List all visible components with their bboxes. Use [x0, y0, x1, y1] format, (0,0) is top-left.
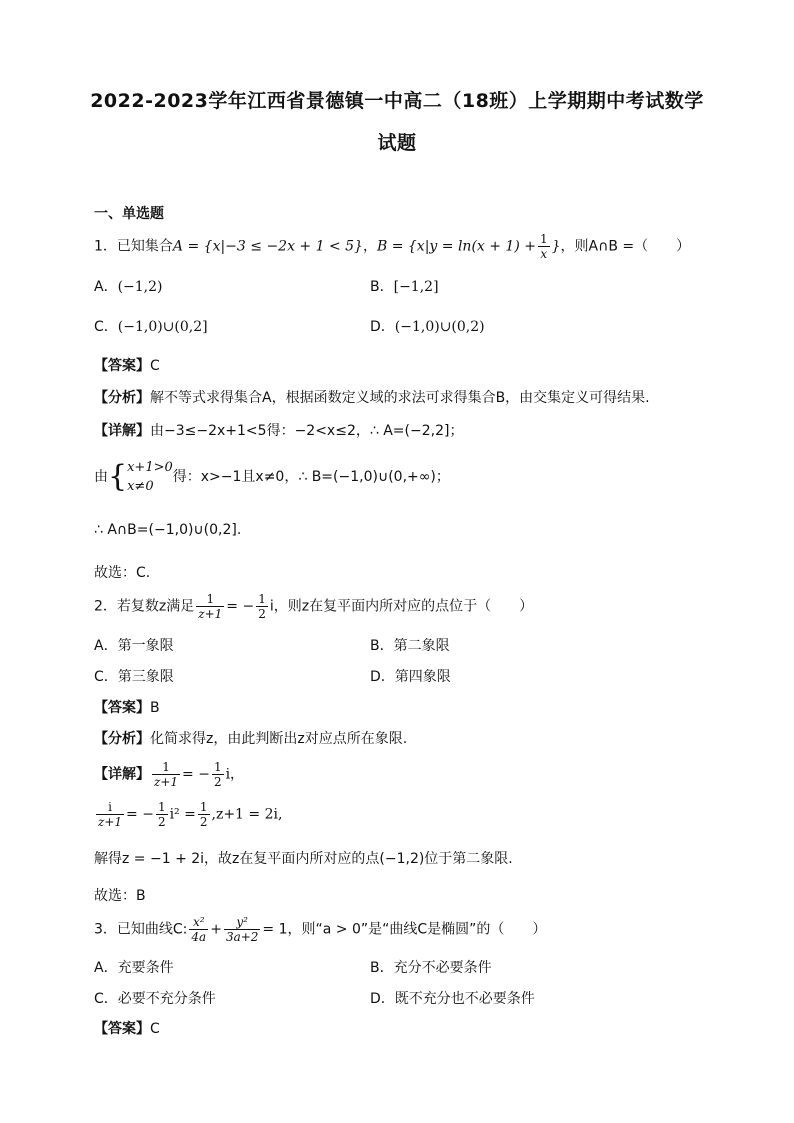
option-label: B． — [370, 638, 394, 654]
fraction — [224, 915, 260, 944]
frac-den: z+1 — [154, 775, 179, 789]
option-value: 充分不必要条件 — [393, 960, 492, 976]
analysis-text: 解不等式求得集合A，根据函数定义域的求法可求得集合B，由交集定义可得结果. — [150, 390, 650, 406]
q2-detail-1 — [94, 760, 244, 789]
frac-den: 2 — [258, 607, 266, 621]
option-label: B． — [370, 279, 394, 295]
option-label: C． — [94, 669, 118, 685]
frac-den: 4a — [191, 930, 207, 944]
q1-option-a[interactable] — [94, 276, 163, 296]
q1-option-d[interactable] — [370, 316, 485, 336]
frac-den: 2 — [199, 815, 208, 829]
option-value: 第二象限 — [393, 638, 450, 654]
option-label: A． — [94, 638, 118, 654]
q1-set-b-right: } — [551, 238, 561, 255]
q3-stem-b: = 1，则“a > 0”是“曲线C是椭圆”的（ ） — [262, 921, 547, 938]
option-value: 必要不充分条件 — [117, 991, 216, 1007]
q3-stem — [94, 915, 546, 944]
detail-tag: 【详解】 — [94, 423, 150, 439]
option-value: [−1,2] — [393, 279, 439, 295]
answer-tag: 【答案】 — [94, 358, 150, 374]
frac-den: z+1 — [98, 815, 123, 829]
detail-text: 由−3≤−2x+1<5得：−2<x≤2，∴ A=(−2,2]； — [150, 423, 464, 439]
q2-option-a[interactable] — [94, 635, 174, 655]
frac-num: 1 — [199, 800, 208, 814]
frac-den: 2 — [157, 815, 166, 829]
q1-analysis — [94, 387, 650, 407]
q2-option-b[interactable] — [370, 635, 450, 655]
q1-detail-system — [94, 458, 450, 496]
option-value: 第三象限 — [117, 669, 174, 685]
q2-stem — [94, 592, 533, 621]
fraction — [212, 760, 224, 789]
q3-option-a[interactable] — [94, 957, 174, 977]
inequality-system — [127, 458, 173, 496]
option-value: 第四象限 — [394, 669, 451, 685]
equals: = − — [182, 766, 210, 783]
q2-option-d[interactable] — [370, 666, 451, 686]
frac-num: i — [96, 800, 124, 815]
option-value: (−1,2) — [117, 279, 163, 295]
q1-set-a: A = {x|−3 ≤ −2x + 1 < 5} — [172, 238, 363, 255]
fraction — [189, 915, 208, 944]
plus: + — [210, 921, 222, 938]
system-row: x≠0 — [127, 479, 154, 494]
answer-tag: 【答案】 — [94, 700, 150, 716]
frac-num: 1 — [258, 592, 266, 606]
detail-tail: ,z+1 = 2i, — [211, 806, 283, 823]
q1-detail-result: ∴ A∩B=(−1,0)∪(0,2]. — [94, 522, 242, 538]
option-value: 第一象限 — [117, 638, 174, 654]
q1-frac-num: 1 — [539, 232, 548, 246]
fraction — [198, 800, 210, 829]
q2-stem-b: i，则z在复平面内所对应的点位于（ ） — [269, 598, 534, 615]
analysis-text: 化简求得z，由此判断出z对应点所在象限. — [150, 731, 408, 747]
q1-stem — [94, 232, 690, 261]
answer-value: C — [150, 358, 160, 374]
frac-num: 1 — [157, 800, 166, 814]
detail-prefix: 由 — [94, 469, 108, 485]
q1-option-b[interactable] — [370, 276, 439, 296]
system-row: x+1>0 — [127, 460, 173, 475]
option-value: 充要条件 — [117, 960, 174, 976]
q2-fraction-2 — [256, 592, 268, 621]
q1-stem-b: ，则A∩B =（ ） — [560, 238, 691, 255]
frac-num: 1 — [196, 592, 224, 607]
analysis-tag: 【分析】 — [94, 390, 150, 406]
page-title-cont: 试题 — [377, 132, 417, 154]
option-label: D． — [370, 319, 395, 335]
q3-option-b[interactable] — [370, 957, 492, 977]
option-value: (−1,0)∪(0,2] — [117, 319, 208, 335]
q1-set-b-left: B = {x|y = ln(x + 1) + — [376, 238, 536, 255]
option-value: 既不充分也不必要条件 — [394, 991, 535, 1007]
q1-answer — [94, 355, 160, 375]
equals: = − — [126, 806, 154, 823]
q1-conclusion: 故选：C. — [94, 565, 151, 581]
option-value: (−1,0)∪(0,2) — [394, 319, 485, 335]
detail-tail: i， — [225, 766, 245, 783]
answer-value: C — [150, 1021, 160, 1037]
q1-stem-a: 1．已知集合 — [94, 238, 173, 255]
fraction — [152, 760, 180, 789]
q2-conclusion: 故选：B — [94, 888, 146, 904]
detail-text: 得：x>−1且x≠0，∴ B=(−1,0)∪(0,+∞)； — [172, 469, 450, 485]
q2-stem-a: 2．若复数z满足 — [94, 598, 195, 615]
option-label: B． — [370, 960, 394, 976]
fraction — [96, 800, 124, 829]
detail-mid: i² = — [169, 806, 196, 823]
q3-stem-a: 3．已知曲线C: — [94, 921, 188, 938]
q2-detail-2 — [94, 800, 282, 829]
option-label: A． — [94, 960, 118, 976]
option-label: D． — [370, 991, 395, 1007]
detail-tag: 【详解】 — [94, 766, 150, 783]
q2-option-c[interactable] — [94, 666, 174, 686]
option-label: C． — [94, 991, 118, 1007]
q2-answer — [94, 697, 160, 717]
q1-option-c[interactable] — [94, 316, 208, 336]
q1-sep: ， — [362, 238, 377, 255]
frac-den: 2 — [213, 775, 222, 789]
q3-option-c[interactable] — [94, 988, 216, 1008]
q3-option-d[interactable] — [370, 988, 535, 1008]
fraction — [156, 800, 168, 829]
q1-detail — [94, 420, 463, 440]
q1-frac-den: x — [540, 247, 548, 261]
q1-fraction — [538, 232, 550, 261]
equals: = − — [226, 598, 255, 615]
frac-num: x² — [189, 915, 208, 930]
frac-num: y² — [224, 915, 260, 930]
q3-answer — [94, 1018, 160, 1038]
answer-tag: 【答案】 — [94, 1021, 150, 1037]
analysis-tag: 【分析】 — [94, 731, 150, 747]
frac-num: 1 — [152, 760, 180, 775]
frac-den: z+1 — [198, 607, 223, 621]
left-brace: { — [108, 459, 128, 494]
frac-den: 3a+2 — [225, 930, 259, 944]
answer-value: B — [150, 700, 160, 716]
frac-num: 1 — [213, 760, 222, 774]
q2-analysis — [94, 728, 407, 748]
option-label: A． — [94, 279, 118, 295]
q2-fraction — [196, 592, 224, 621]
q2-detail-3: 解得z = −1 + 2i，故z在复平面内所对应的点(−1,2)位于第二象限. — [94, 851, 513, 867]
option-label: C． — [94, 319, 118, 335]
page-title: 2022-2023学年江西省景德镇一中高二（18班）上学期期中考试数学 — [90, 90, 704, 112]
section-heading: 一、单选题 — [94, 206, 164, 222]
option-label: D． — [370, 669, 395, 685]
